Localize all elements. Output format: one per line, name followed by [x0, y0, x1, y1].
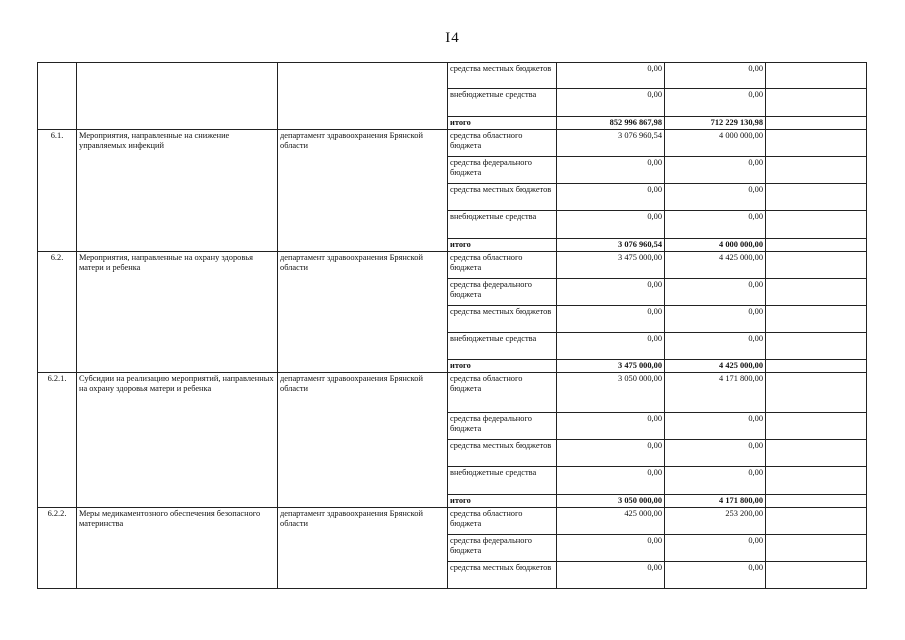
executor: департамент здравоохранения Брянской области [278, 130, 448, 252]
executor [278, 63, 448, 130]
empty-cell [766, 130, 867, 157]
activity-name: Мероприятия, направленные на охрану здоровья матери и ребенка [77, 252, 278, 373]
funding-source: внебюджетные средства [448, 333, 557, 360]
amount-year-2: 712 229 130,98 [665, 117, 766, 130]
table-row [38, 508, 867, 535]
amount-year-1: 3 050 000,00 [557, 495, 665, 508]
amount-year-2: 0,00 [665, 535, 766, 562]
empty-cell [766, 117, 867, 130]
funding-source: средства федерального бюджета [448, 279, 557, 306]
amount-year-2: 0,00 [665, 440, 766, 467]
empty-cell [766, 360, 867, 373]
funding-source: внебюджетные средства [448, 467, 557, 495]
activity-name: Мероприятия, направленные на снижение управляемых инфекций [77, 130, 278, 252]
amount-year-1: 3 050 000,00 [557, 373, 665, 413]
executor: департамент здравоохранения Брянской области [278, 373, 448, 508]
funding-source: итого [448, 239, 557, 252]
amount-year-1: 3 475 000,00 [557, 252, 665, 279]
empty-cell [766, 157, 867, 184]
empty-cell [766, 279, 867, 306]
amount-year-1: 852 996 867,98 [557, 117, 665, 130]
amount-year-2: 4 425 000,00 [665, 252, 766, 279]
amount-year-1: 3 475 000,00 [557, 360, 665, 373]
amount-year-1: 0,00 [557, 333, 665, 360]
amount-year-2: 0,00 [665, 184, 766, 211]
funding-source: средства федерального бюджета [448, 413, 557, 440]
amount-year-1: 0,00 [557, 413, 665, 440]
empty-cell [766, 89, 867, 117]
funding-source: внебюджетные средства [448, 89, 557, 117]
amount-year-1: 0,00 [557, 184, 665, 211]
funding-source: средства областного бюджета [448, 130, 557, 157]
empty-cell [766, 211, 867, 239]
amount-year-1: 0,00 [557, 211, 665, 239]
funding-source: средства областного бюджета [448, 508, 557, 535]
amount-year-1: 0,00 [557, 440, 665, 467]
amount-year-2: 0,00 [665, 333, 766, 360]
amount-year-2: 4 425 000,00 [665, 360, 766, 373]
amount-year-1: 3 076 960,54 [557, 239, 665, 252]
amount-year-2: 0,00 [665, 211, 766, 239]
activity-name [77, 63, 278, 130]
amount-year-2: 4 171 800,00 [665, 495, 766, 508]
row-number: 6.1. [38, 130, 77, 252]
amount-year-2: 4 000 000,00 [665, 130, 766, 157]
table-row [38, 252, 867, 279]
funding-source: внебюджетные средства [448, 211, 557, 239]
table-row [38, 373, 867, 413]
amount-year-2: 4 000 000,00 [665, 239, 766, 252]
amount-year-2: 0,00 [665, 413, 766, 440]
row-number: 6.2. [38, 252, 77, 373]
funding-source: средства местных бюджетов [448, 562, 557, 589]
amount-year-1: 0,00 [557, 535, 665, 562]
amount-year-1: 425 000,00 [557, 508, 665, 535]
amount-year-2: 0,00 [665, 306, 766, 333]
empty-cell [766, 535, 867, 562]
row-number: 6.2.1. [38, 373, 77, 508]
table-row [38, 63, 867, 89]
row-number: 6.2.2. [38, 508, 77, 589]
amount-year-2: 253 200,00 [665, 508, 766, 535]
amount-year-2: 0,00 [665, 89, 766, 117]
empty-cell [766, 63, 867, 89]
amount-year-2: 0,00 [665, 63, 766, 89]
row-number [38, 63, 77, 130]
funding-source: средства областного бюджета [448, 252, 557, 279]
empty-cell [766, 184, 867, 211]
amount-year-1: 0,00 [557, 63, 665, 89]
funding-source: средства местных бюджетов [448, 63, 557, 89]
funding-source: средства местных бюджетов [448, 440, 557, 467]
funding-source: средства местных бюджетов [448, 184, 557, 211]
empty-cell [766, 239, 867, 252]
empty-cell [766, 562, 867, 589]
funding-source: итого [448, 360, 557, 373]
funding-source: средства федерального бюджета [448, 157, 557, 184]
page-number: I4 [445, 30, 460, 46]
empty-cell [766, 252, 867, 279]
empty-cell [766, 333, 867, 360]
empty-cell [766, 373, 867, 413]
amount-year-1: 0,00 [557, 306, 665, 333]
amount-year-1: 0,00 [557, 279, 665, 306]
empty-cell [766, 440, 867, 467]
activity-name: Меры медикаментозного обеспечения безопасного материнства [77, 508, 278, 589]
amount-year-2: 0,00 [665, 279, 766, 306]
funding-source: средства областного бюджета [448, 373, 557, 413]
amount-year-2: 0,00 [665, 562, 766, 589]
funding-source: итого [448, 495, 557, 508]
amount-year-2: 4 171 800,00 [665, 373, 766, 413]
executor: департамент здравоохранения Брянской области [278, 508, 448, 589]
activity-name: Субсидии на реализацию мероприятий, направленных на охрану здоровья матери и ребенка [77, 373, 278, 508]
funding-source: средства местных бюджетов [448, 306, 557, 333]
empty-cell [766, 508, 867, 535]
empty-cell [766, 495, 867, 508]
empty-cell [766, 467, 867, 495]
funding-source: итого [448, 117, 557, 130]
amount-year-1: 0,00 [557, 562, 665, 589]
funding-source: средства федерального бюджета [448, 535, 557, 562]
empty-cell [766, 306, 867, 333]
amount-year-2: 0,00 [665, 157, 766, 184]
amount-year-2: 0,00 [665, 467, 766, 495]
budget-table [37, 62, 867, 589]
amount-year-1: 0,00 [557, 89, 665, 117]
amount-year-1: 3 076 960,54 [557, 130, 665, 157]
amount-year-1: 0,00 [557, 157, 665, 184]
empty-cell [766, 413, 867, 440]
executor: департамент здравоохранения Брянской области [278, 252, 448, 373]
amount-year-1: 0,00 [557, 467, 665, 495]
table-row [38, 130, 867, 157]
